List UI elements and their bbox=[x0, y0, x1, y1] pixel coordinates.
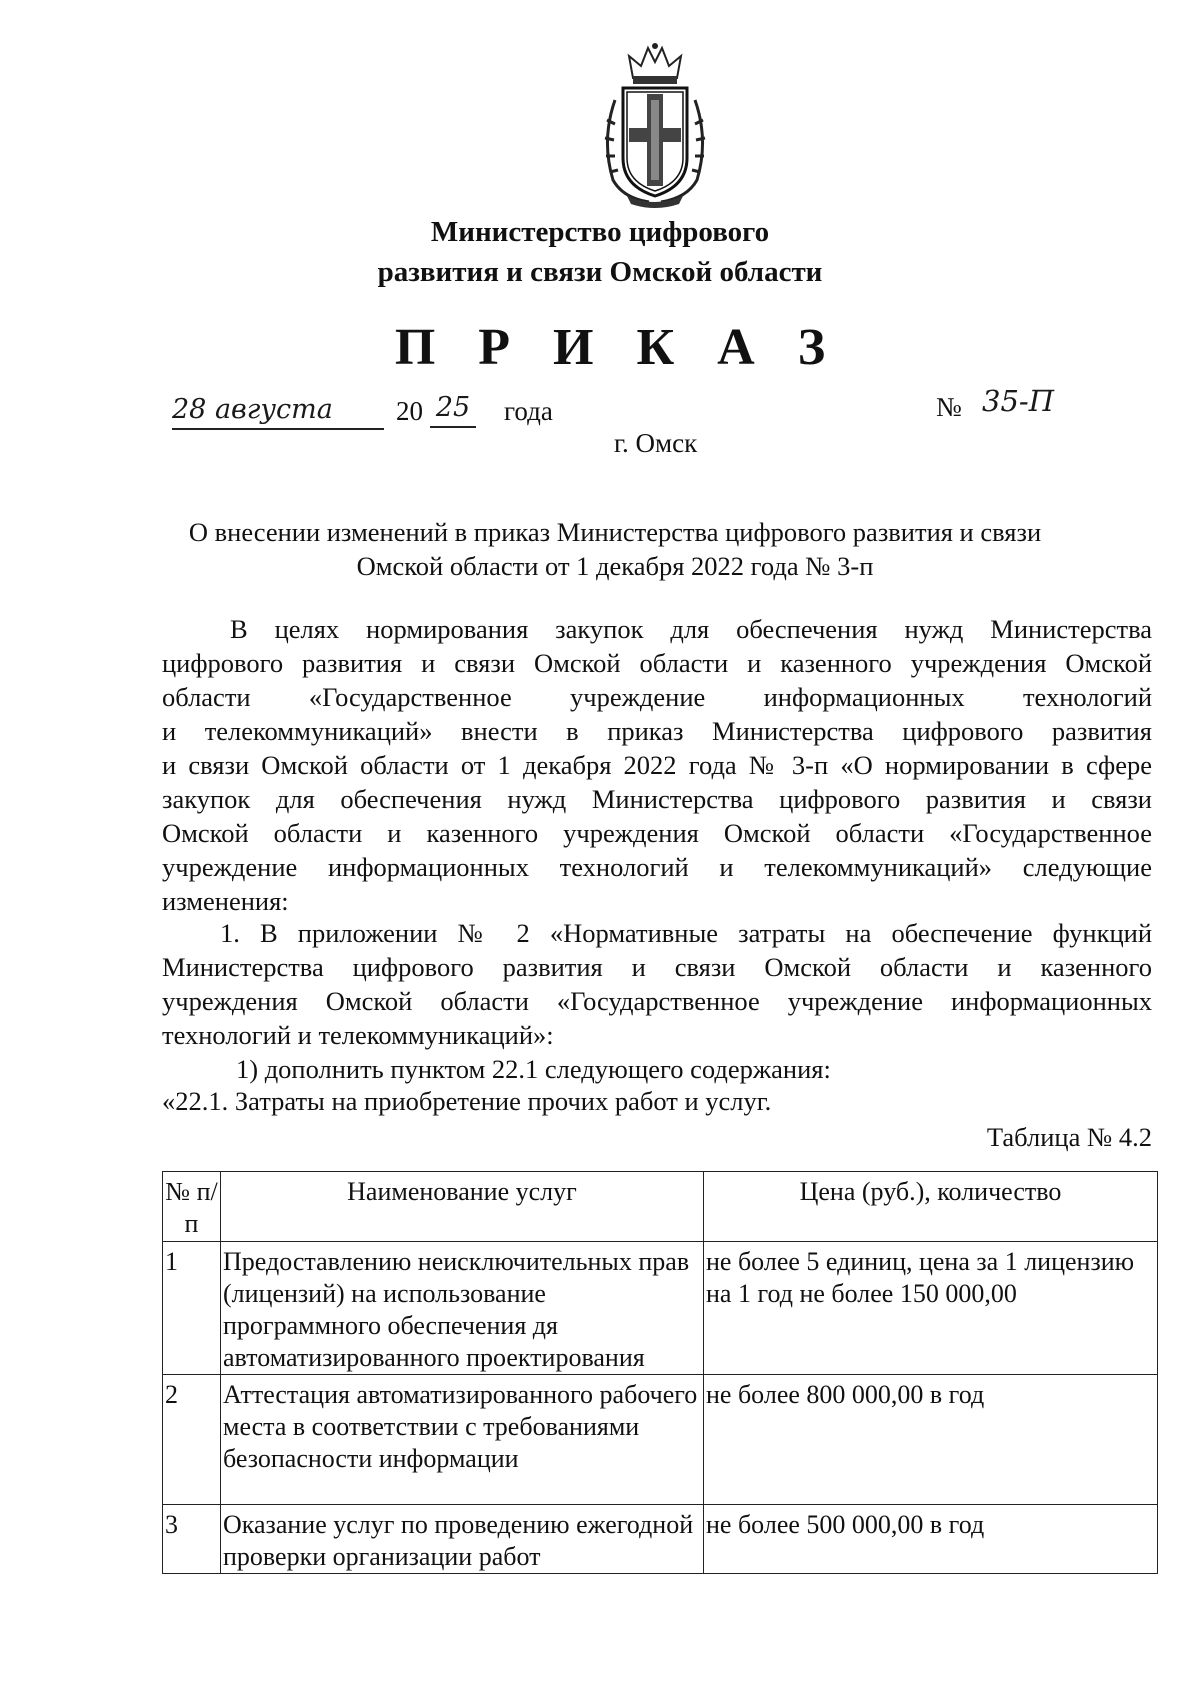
order-number-sign: № bbox=[936, 392, 962, 422]
year-word: года bbox=[504, 396, 553, 426]
city: г. Омск bbox=[614, 428, 698, 458]
cell-number: 2 bbox=[163, 1375, 221, 1505]
body-line: области «Государственное учреждение информационных технологий bbox=[162, 682, 1152, 712]
table-row bbox=[163, 1505, 1158, 1574]
body-line: и связи Омской области от 1 декабря 2022 года № 3-п «О нормировании в сфере bbox=[162, 750, 1152, 780]
services-table bbox=[162, 1171, 1158, 1574]
body-line: Министерства цифрового развития и связи Омской области и казенного bbox=[162, 952, 1152, 982]
table-header-row bbox=[163, 1172, 1158, 1242]
subject-line-2: Омской области от 1 декабря 2022 года № 3-п bbox=[356, 551, 874, 581]
order-date: 28 августа bbox=[172, 394, 384, 430]
body-line: «22.1. Затраты на приобретение прочих работ и услуг. bbox=[162, 1086, 772, 1116]
cell-number: 3 bbox=[163, 1505, 221, 1574]
cell-price-quantity: не более 800 000,00 в год bbox=[704, 1375, 1158, 1505]
body-line: учреждения Омской области «Государственное учреждение информационных bbox=[162, 986, 1152, 1016]
coat-of-arms-emblem bbox=[593, 40, 717, 208]
cell-service-name: Предоставлению неисключительных прав (лицензий) на использование программного обеспечения дя автоматизированного проектирования bbox=[221, 1242, 704, 1375]
body-line: 1) дополнить пунктом 22.1 следующего содержания: bbox=[236, 1054, 831, 1084]
cell-number: 1 bbox=[163, 1242, 221, 1375]
cell-price-quantity: не более 5 единиц, цена за 1 лицензию на 1 год не более 150 000,00 bbox=[704, 1242, 1158, 1375]
table-row bbox=[163, 1375, 1158, 1505]
body-line: Омской области и казенного учреждения Омской области «Государственное bbox=[162, 818, 1152, 848]
order-number: 35-П bbox=[982, 384, 1054, 418]
organization-name-line-1: Министерство цифрового bbox=[430, 216, 770, 248]
organization-name-line-2: развития и связи Омской области bbox=[377, 256, 823, 288]
column-header-number: № п/п bbox=[163, 1172, 221, 1242]
body-line: изменения: bbox=[162, 886, 289, 916]
cell-service-name: Аттестация автоматизированного рабочего места в соответствии с требованиями безопасности информации bbox=[221, 1375, 704, 1505]
cell-service-name: Оказание услуг по проведению ежегодной проверки организации работ bbox=[221, 1505, 704, 1574]
document-title: П Р И К А З bbox=[394, 319, 841, 376]
body-line: В целях нормирования закупок для обеспечения нужд Министерства bbox=[230, 614, 1152, 644]
cell-price-quantity: не более 500 000,00 в год bbox=[704, 1505, 1158, 1574]
body-line: 1. В приложении № 2 «Нормативные затраты на обеспечение функций bbox=[220, 918, 1152, 948]
table-caption: Таблица № 4.2 bbox=[986, 1122, 1152, 1152]
subject-line-1: О внесении изменений в приказ Министерства цифрового развития и связи bbox=[188, 517, 1042, 547]
column-header-price-quantity: Цена (руб.), количество bbox=[704, 1172, 1158, 1242]
body-line: закупок для обеспечения нужд Министерства цифрового развития и связи bbox=[162, 784, 1152, 814]
column-header-service-name: Наименование услуг bbox=[221, 1172, 704, 1242]
body-line: и телекоммуникаций» внести в приказ Министерства цифрового развития bbox=[162, 716, 1152, 746]
table-row bbox=[163, 1242, 1158, 1375]
year-suffix: 25 bbox=[430, 392, 476, 428]
body-line: цифрового развития и связи Омской области и казенного учреждения Омской bbox=[162, 648, 1152, 678]
body-line: учреждение информационных технологий и телекоммуникаций» следующие bbox=[162, 852, 1152, 882]
body-line: технологий и телекоммуникаций»: bbox=[162, 1020, 554, 1050]
year-prefix: 20 bbox=[396, 396, 423, 426]
